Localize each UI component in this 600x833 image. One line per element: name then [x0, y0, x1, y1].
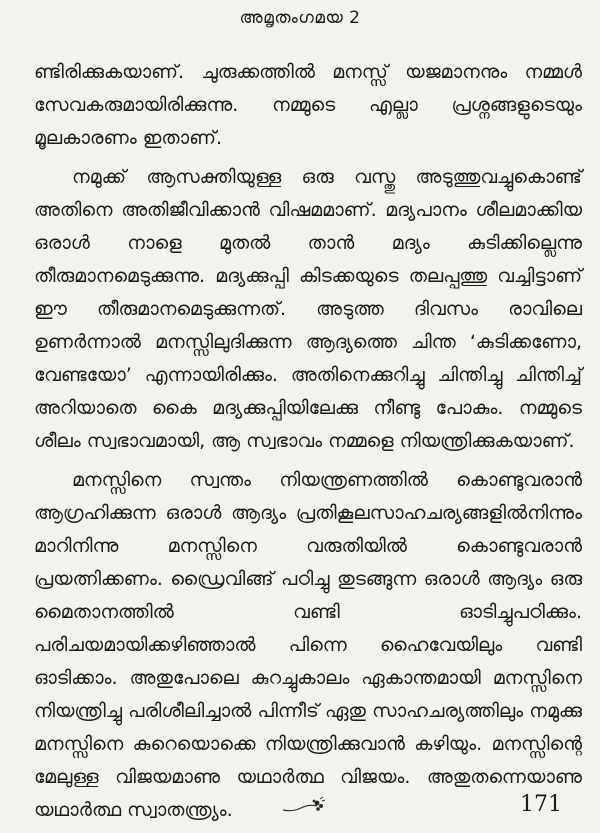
- page-number: 171: [520, 792, 562, 817]
- running-header-title: അമൃതംഗമയ 2: [239, 8, 361, 28]
- floral-vine-ornament-icon: [243, 794, 327, 827]
- body-text: [34, 56, 582, 833]
- paragraph-self-control: മനസ്സിനെ സ്വന്തം നിയന്ത്രണത്തിൽ കൊണ്ടുവരാൻ ആഗ്രഹിക്കുന്ന ഒരാൾ ആദ്യം പ്രതികൂലസാഹചര്യങ്ങളിൽനിന്നും മാറിനിന്നു മനസ്സിനെ വരുതിയിൽ കൊണ്ടുവരാൻ പ്രയത്നിക്കണം. ഡ്രൈവിങ്ങ് പഠിച്ചു തുടങ്ങുന്ന ഒരാൾ ആദ്യം ഒരു മൈതാനത്തിൽ വണ്ടി ഓടിച്ചുപഠിക്കും. പരിചയമായിക്കഴിഞ്ഞാൽ പിന്നെ ഹൈവേയിലും വണ്ടി ഓടിക്കാം. അതുപോലെ കുറച്ചുകാലം ഏകാന്തമായി മനസ്സിനെ നിയന്ത്രിച്ചു പരിശീലിച്ചാൽ പിന്നീട് ഏതു സാഹചര്യത്തിലും നമുക്കു മനസ്സിനെ കുറെയൊക്കെ നിയന്ത്രിക്കുവാൻ കഴിയും. മനസ്സിന്റെ മേലുള്ള വിജയമാണു യഥാർത്ഥ വിജയം. അതുതന്നെയാണു യഥാർത്ഥ സ്വാതന്ത്ര്യം.: [34, 469, 582, 821]
- paragraph-continued: ണ്ടിരിക്കുകയാണ്. ചുരുക്കത്തിൽ മനസ്സ് യജമാനനും നമ്മൾ സേവകരുമായിരിക്കുന്നു. നമ്മുടെ എല്ലാ പ്രശ്നങ്ങളുടെയും മൂലകാരണം ഇതാണ്.: [34, 61, 582, 149]
- paragraph-self-control-wrapper: [34, 464, 582, 827]
- paragraph-addiction: നമുക്ക് ആസക്തിയുള്ള ഒരു വസ്തു അടുത്തുവച്ചുകൊണ്ട് അതിനെ അതിജീവിക്കാൻ വിഷമമാണ്. മദ്യപാനം ശീലമാക്കിയ ഒരാൾ നാളെ മുതൽ താൻ മദ്യം കുടിക്കില്ലെന്നു തീരുമാനമെടുക്കുന്നു. മദ്യക്കുപ്പി കിടക്കയുടെ തലപ്പത്തു വച്ചിട്ടാണ് ഈ തീരുമാനമെടുക്കുന്നത്. അടുത്ത ദിവസം രാവിലെ ഉണർന്നാൽ മനസ്സിലുദിക്കുന്ന ആദ്യത്തെ ചിന്ത ‘കുടിക്കണോ, വേണ്ടയോ’ എന്നായിരിക്കും. അതിനെക്കുറിച്ചു ചിന്തിച്ചു ചിന്തിച്ച് അറിയാതെ കൈ മദ്യക്കുപ്പിയിലേക്കു നീണ്ടു പോകും. നമ്മുടെ ശീലം സ്വഭാവമായി, ആ സ്വഭാവം നമ്മളെ നിയന്ത്രിക്കുകയാണ്.: [34, 166, 582, 452]
